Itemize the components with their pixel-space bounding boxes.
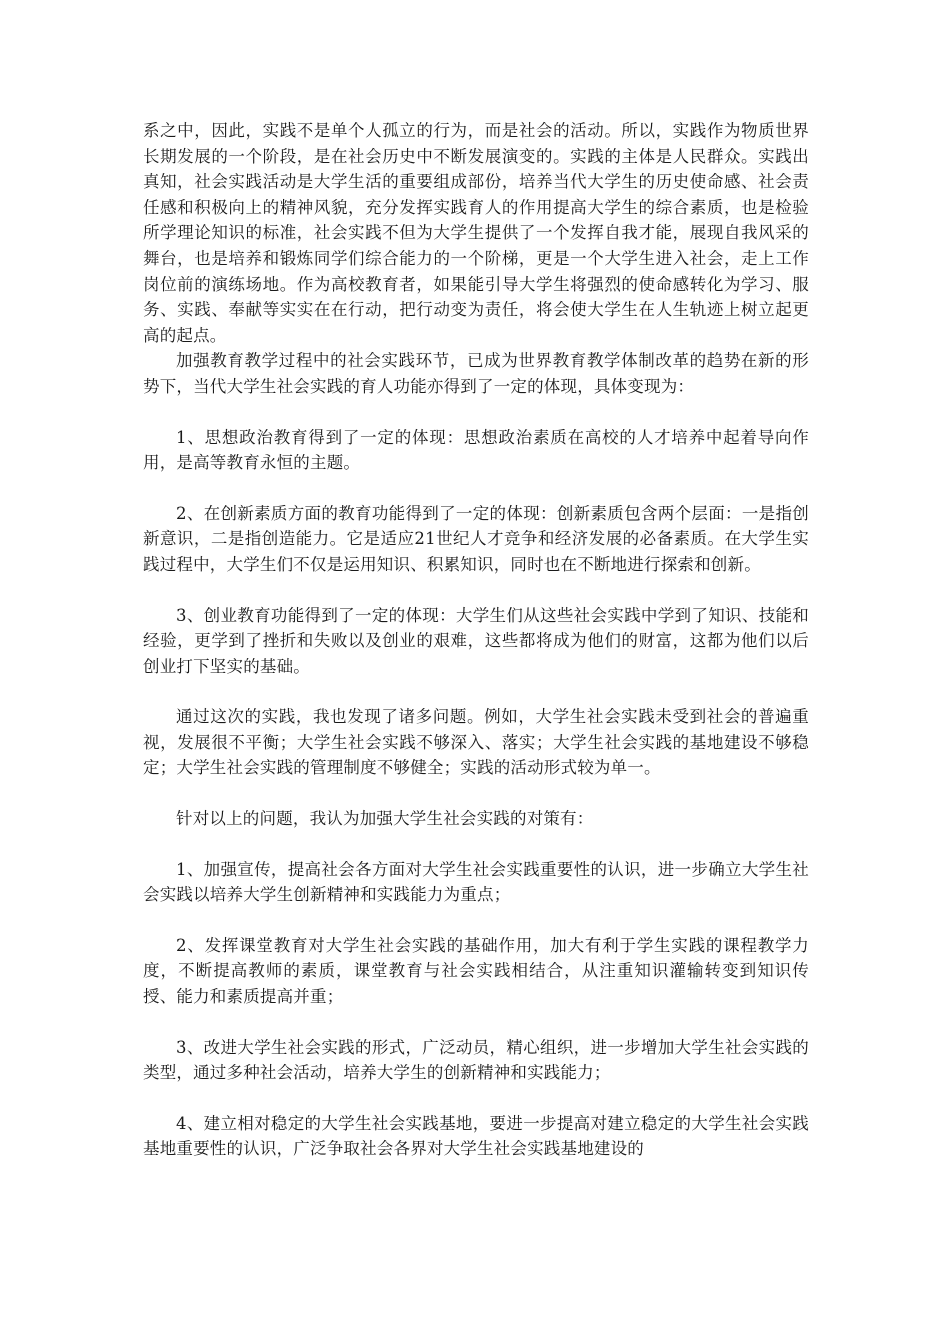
paragraph-measure-4: 4、建立相对稳定的大学生社会实践基地，要进一步提高对建立稳定的大学生社会实践基地重要性的认识，广泛争取社会各界对大学生社会实践基地建设的 [143,1113,809,1159]
document-body [143,118,809,1162]
paragraph-practice-intro: 系之中，因此，实践不是单个人孤立的行为，而是社会的活动。所以，实践作为物质世界长期发展的一个阶段，是在社会历史中不断发展演变的。实践的主体是人民群众。实践出真知，社会实践活动是大学生活的重要组成部份，培养当代大学生的历史使命感、社会责任感和积极向上的精神风貌，充分发挥实践育人的作用提高大学生的综合素质，也是检验所学理论知识的标准，社会实践不但为大学生提供了一个发挥自我才能，展现自我风采的舞台，也是培养和锻炼同学们综合能力的一个阶梯，更是一个大学生进入社会，走上工作岗位前的演练场地。作为高校教育者，如果能引导大学生将强烈的使命感转化为学习、服务、实践、奉献等实实在在行动，把行动变为责任，将会使大学生在人生轨迹上树立起更高的起点。 [143,121,809,345]
paragraph-problems: 通过这次的实践，我也发现了诸多问题。例如，大学生社会实践未受到社会的普遍重视，发展很不平衡；大学生社会实践不够深入、落实；大学生社会实践的基地建设不够稳定；大学生社会实践的管理制度不够健全；实践的活动形式较为单一。 [143,707,809,778]
paragraph-measure-3: 3、改进大学生社会实践的形式，广泛动员，精心组织，进一步增加大学生社会实践的类型，通过多种社会活动，培养大学生的创新精神和实践能力； [143,1037,809,1083]
paragraph-measure-2: 2、发挥课堂教育对大学生社会实践的基础作用，加大有利于学生实践的课程教学力度，不断提高教师的素质，课堂教育与社会实践相结合，从注重知识灌输转变到知识传授、能力和素质提高并重； [143,935,809,1007]
paragraph-point-1-ideology: 1、思想政治教育得到了一定的体现：思想政治素质在高校的人才培养中起着导向作用，是高等教育永恒的主题。 [143,427,809,473]
paragraph-point-3-entrepreneurship: 3、创业教育功能得到了一定的体现：大学生们从这些社会实践中学到了知识、技能和经验，更学到了挫折和失败以及创业的艰难，这些都将成为他们的财富，这都为他们以后创业打下坚实的基础。 [143,605,809,676]
paragraph-countermeasures-intro: 针对以上的问题，我认为加强大学生社会实践的对策有： [176,809,594,829]
paragraph-measure-1: 1、加强宣传，提高社会各方面对大学生社会实践重要性的认识，进一步确立大学生社会实践以培养大学生创新精神和实践能力为重点； [143,859,809,905]
paragraph-education-reform: 加强教育教学过程中的社会实践环节，已成为世界教育教学体制改革的趋势在新的形势下，当代大学生社会实践的育人功能亦得到了一定的体现，具体变现为： [143,351,809,396]
paragraph-point-2-innovation: 2、在创新素质方面的教育功能得到了一定的体现：创新素质包含两个层面：一是指创新意识，二是指创造能力。它是适应21世纪人才竞争和经济发展的必备素质。在大学生实践过程中，大学生们不仅是运用知识、积累知识，同时也在不断地进行探索和创新。 [143,503,809,574]
